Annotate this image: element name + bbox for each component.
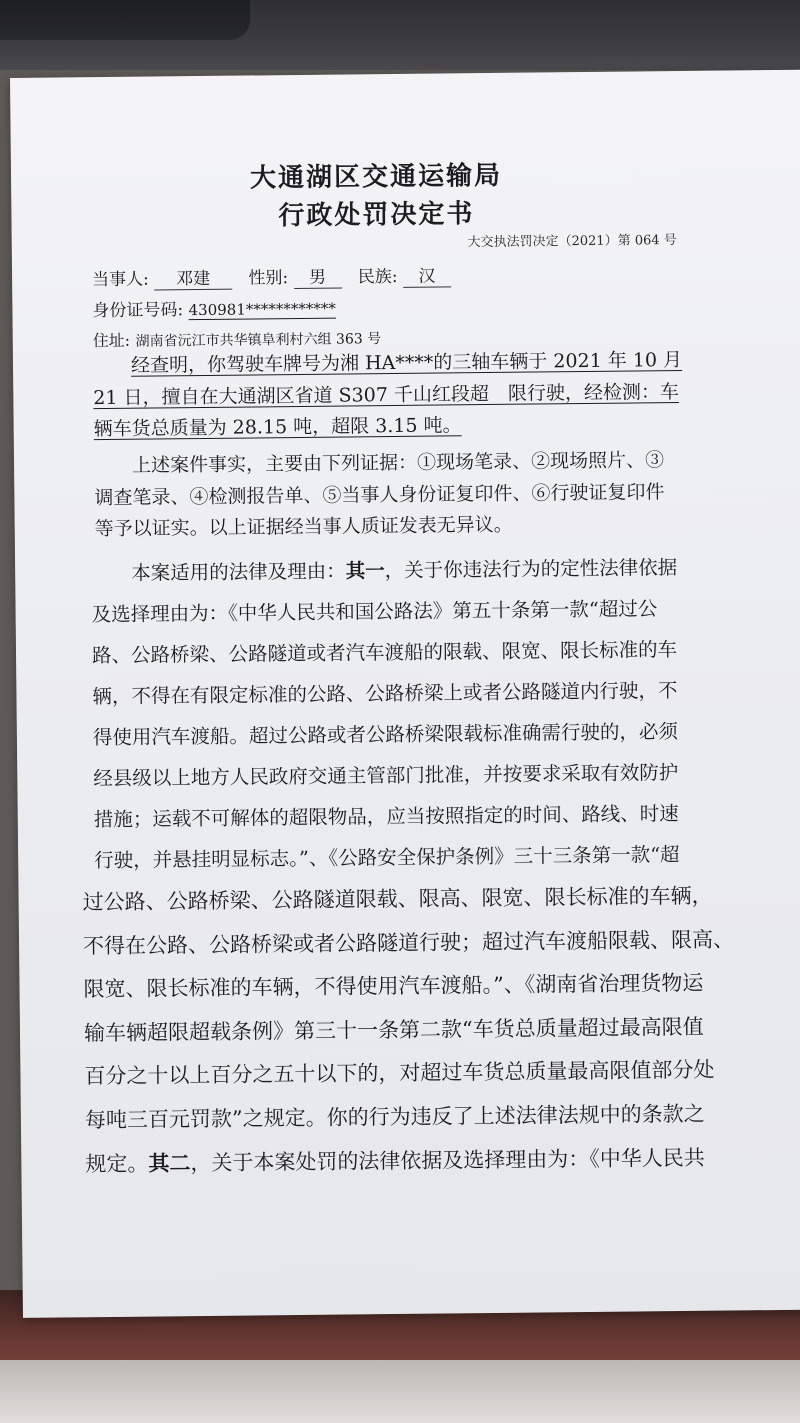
document-paper [10,70,800,1318]
legal-basis-line: 经县级以上地方人民政府交通主管部门批准，并按要求采取有效防护 [93,761,679,791]
ethnicity-label: 民族: [357,266,398,288]
legal-basis-line: 限宽、限长标准的车辆，不得使用汽车渡船。”、《湖南省治理货物运 [83,970,704,1002]
id-number: 430981************ [188,299,336,320]
legal-basis-line: 输车辆超限超载条例》第三十一条第二款“车货总质量超过最高限值 [83,1014,704,1045]
address-line [93,325,382,351]
legal-basis-line: 行驶，并悬挂明显标志。”、《公路安全保护条例》三十三条第一款“超 [94,843,680,873]
legal-basis-line: 措施；运载不可解体的超限物品，应当按照指定的时间、路线、时速 [93,802,679,832]
party-info-line [92,261,451,291]
legal-basis-line: 百分之十以上百分之五十以下的，对超过车货总质量最高限值部分处 [84,1057,715,1089]
gender-label: 性别: [248,268,289,289]
legal-basis-line: 过公路、公路桥梁、公路隧道限载、限高、限宽、限长标准的车辆， [82,883,713,915]
facts-paragraph [93,344,734,445]
penalty-decision-document [10,70,800,1308]
address-label: 住址: [92,330,131,351]
legal-basis-line: 辆，不得在有限定标准的公路、公路桥梁上或者公路隧道内行驶，不 [92,679,678,709]
legal-basis-line: 规定。其二，关于本案处罚的法律依据及选择理由为：《中华人民共 [85,1145,705,1177]
id-number-line [92,294,336,322]
laptop-corner [0,0,250,40]
party-ethnicity: 汉 [403,261,451,288]
issuing-authority-title: 大通湖区交通运输局 [249,160,503,194]
facts-line: 辆车货总质量为 28.15 吨，超限 3.15 吨。 [93,414,462,441]
id-label: 身份证号码: [92,300,184,322]
party-name: 邓建 [154,264,232,291]
legal-basis-line: 每吨三百元罚款”之规定。你的行为违反了上述法律法规中的条款之 [84,1101,705,1132]
legal-basis-line: 得使用汽车渡船。超过公路或者公路桥梁限载标准确需行驶的，必须 [92,720,679,750]
evidence-paragraph [94,444,735,545]
floor-background [0,1360,800,1423]
legal-basis-line: 不得在公路、公路桥梁或者公路隧道行驶；超过汽车渡船限载、限高、 [82,926,735,958]
document-title: 行政处罚决定书 [278,199,475,232]
legal-basis-line: 及选择理由为：《中华人民共和国公路法》第五十条第一款“超过公 [91,597,658,627]
name-label: 当事人: [92,269,149,291]
evidence-line: 上述案件事实，主要由下列证据：①现场笔录、②现场照片、③ [131,449,665,477]
facts-line: 21 日，擅自在大通湖区省道 S307 千山红段超 限行驶，经检测：车 [93,380,680,409]
evidence-line: 调查笔录、④检测报告单、⑤当事人身份证复印件、⑥行驶证复印件 [94,480,665,509]
address-value: 湖南省沅江市共华镇阜利村六组 363 号 [135,331,382,350]
legal-basis-line: 路、公路桥梁、公路隧道或者汽车渡船的限载、限宽、限长标准的车 [91,638,678,668]
legal-basis-line: 本案适用的法律及理由：其一，关于你违法行为的定性法律依据 [131,556,678,585]
legal-basis-paragraph-continued [82,874,800,1186]
evidence-line: 等予以证实。以上证据经当事人质证发表无异议。 [94,513,513,541]
party-gender: 男 [293,263,341,290]
document-number: 大交执法罚决定（2021）第 064 号 [467,233,677,251]
legal-basis-paragraph [91,546,800,882]
facts-line: 经查明，你驾驶车牌号为湘 HA****的三轴车辆于 2021 年 10 月 [130,348,683,377]
